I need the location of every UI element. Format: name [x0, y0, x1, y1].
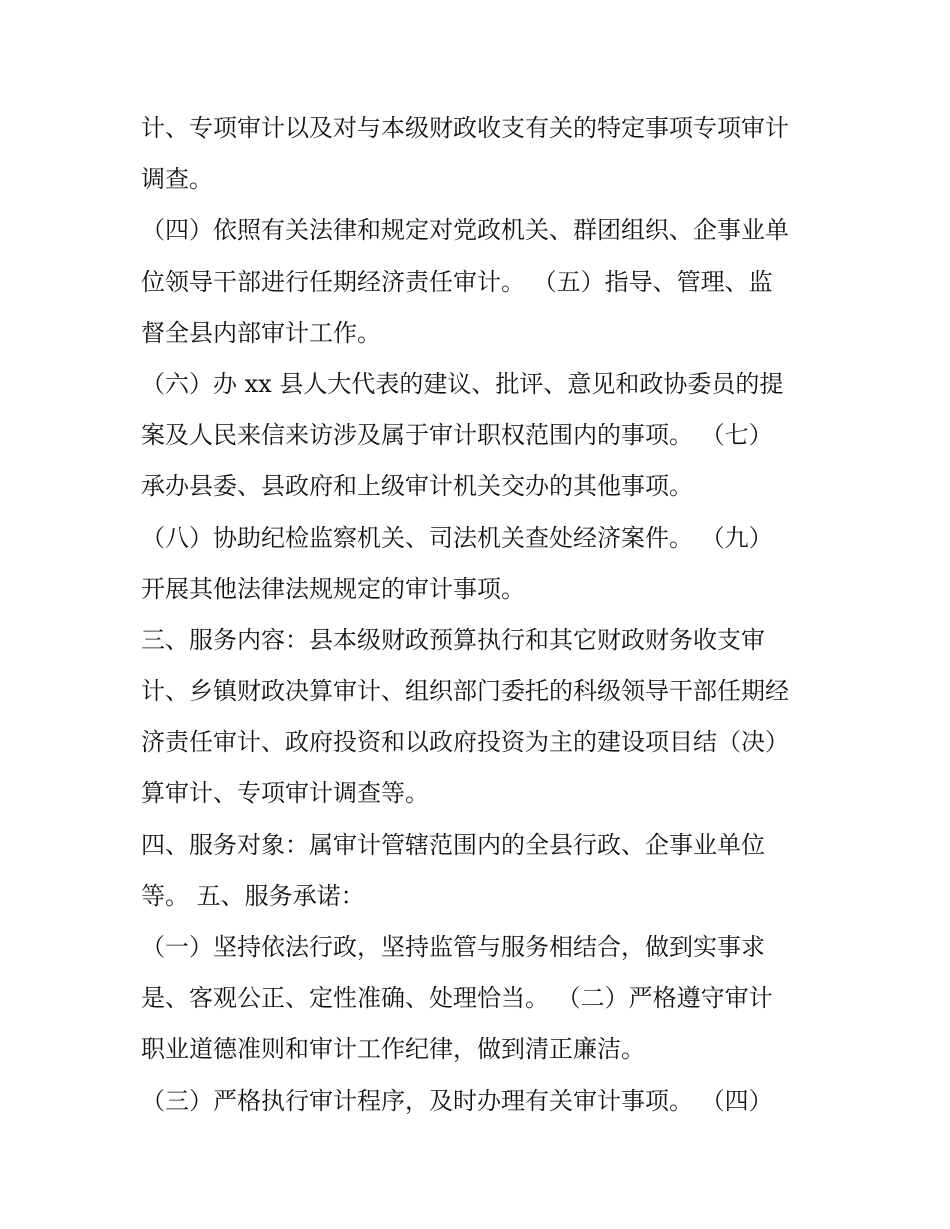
- text-line: 是、客观公正、定性准确、处理恰当。 （二）严格遵守审计: [141, 984, 773, 1013]
- text-line: 四、服务对象：属审计管辖范围内的全县行政、企事业单位: [141, 830, 765, 859]
- text-line: 承办县委、县政府和上级审计机关交办的其他事项。: [141, 472, 693, 501]
- text-line: 等。 五、服务承诺：: [141, 881, 365, 910]
- text-line: （三）严格执行审计程序，及时办理有关审计事项。 （四）: [141, 1086, 773, 1115]
- text-line: 案及人民来信来访涉及属于审计职权范围内的事项。 （七）: [141, 421, 773, 450]
- text-line: 计、专项审计以及对与本级财政收支有关的特定事项专项审计: [141, 114, 789, 142]
- text-line: （四）依照有关法律和规定对党政机关、群团组织、企事业单: [141, 216, 789, 245]
- text-line: 位领导干部进行任期经济责任审计。 （五）指导、管理、监: [141, 267, 773, 296]
- text-line: 职业道德准则和审计工作纪律，做到清正廉洁。: [141, 1035, 645, 1064]
- text-line: 三、服务内容：县本级财政预算执行和其它财政财务收支审: [141, 625, 765, 654]
- text-line: （六）办 xx 县人大代表的建议、批评、意见和政协委员的提: [141, 369, 784, 398]
- text-line: 计、乡镇财政决算审计、组织部门委托的科级领导干部任期经: [141, 677, 789, 706]
- text-line: （八）协助纪检监察机关、司法机关查处经济案件。 （九）: [141, 523, 773, 552]
- text-line: 开展其他法律法规规定的审计事项。: [141, 574, 525, 603]
- text-line: 调查。: [141, 165, 213, 194]
- text-line: 督全县内部审计工作。: [141, 318, 381, 347]
- document-body: [141, 103, 821, 1127]
- text-line: 算审计、专项审计调查等。: [141, 779, 429, 808]
- text-line: 济责任审计、政府投资和以政府投资为主的建设项目结（决）: [141, 728, 789, 757]
- text-line: （一）坚持依法行政，坚持监管与服务相结合，做到实事求: [141, 933, 765, 961]
